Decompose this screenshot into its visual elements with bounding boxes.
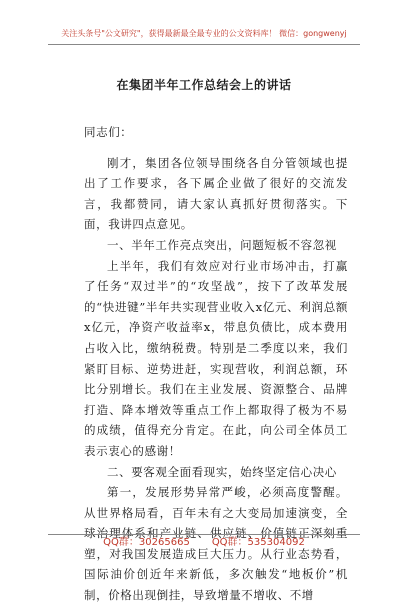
header-banner: 关注头条号"公文研究"，获得最新最全最专业的公文资料库！ 微信：gongwenyj [61, 29, 347, 38]
document-title: 在集团半年工作总结会上的讲话 [116, 78, 292, 92]
paragraph-section-1: 上半年，我们有效应对行业市场冲击，打赢了任务“双过半”的“攻坚战”，按下了改革发展的“快进键”半年共实现营业收入x亿元、利润总额x亿元，净资产收益率x，带息负债比，成本费用占收入比，缴纳税费。特别是二季度以来，我们紧盯目标、逆势进赶，实现营收，利润总额，环比分别增长。我们在主业发展、资源整合、品牌打造、降本增效等重点工作上都取得了极为不易的成绩，值得充分肯定。在此，向公司全体员工表示衷心的感谢！ [84, 258, 348, 458]
footer-qq-group-2: QQ群：535304092 [211, 537, 305, 548]
footer-qq-group-1: QQ群：30265665 [103, 537, 190, 548]
footer-divider [48, 534, 360, 535]
header-divider [48, 44, 360, 45]
paragraph-intro: 刚才，集团各位领导围绕各自分管领域也提出了工作要求，各下属企业做了很好的交流发言，我都赞同，请大家认真抓好贯彻落实。下面，我讲四点意见。 [84, 155, 348, 232]
section-heading-2: 二、要客观全面看现实，始终坚定信心决心 [107, 464, 337, 479]
salutation: 同志们： [84, 125, 133, 139]
footer [0, 537, 408, 549]
paragraph-section-2: 第一，发展形势异常严峻，必须高度警醒。从世界格局看，百年未有之大变局加速演变，全球治理体系和产业链、供应链、价值链正深刻重塑，对我国发展造成巨大压力。从行业态势看，国际油价创近年来新低，多次触发“地板价”机制，价格出现倒挂，导致增量不增收、不增 [84, 485, 348, 603]
section-heading-1: 一、半年工作亮点突出，问题短板不容忽视 [107, 237, 337, 252]
